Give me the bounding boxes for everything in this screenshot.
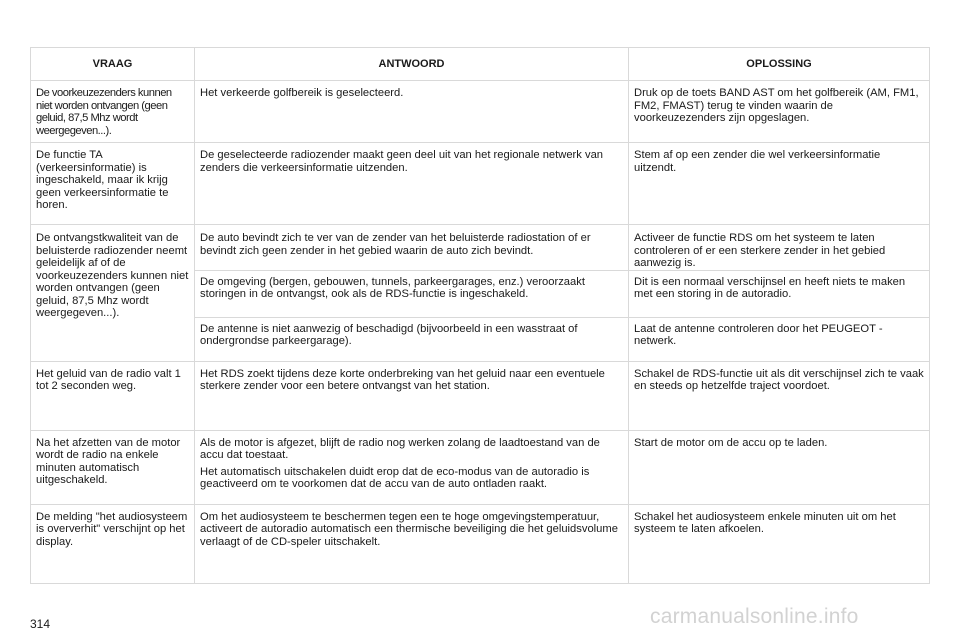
header-antwoord: ANTWOORD [195,48,629,81]
table-row [31,361,930,430]
question-cell: Na het afzetten van de motor wordt de radio na enkele minuten automatisch uitgeschakeld. [31,430,195,504]
footer-watermark: carmanualsonline.info [650,605,859,628]
question-cell: De ontvangstkwaliteit van de beluisterde radiozender neemt geleidelijk af of de voorkeuzezenders kunnen niet worden ontvangen (geen geluid, 87,5 Mhz wordt weergegeven...). [31,225,195,362]
table-row [31,430,930,504]
table-row [31,504,930,583]
table-row [31,225,930,271]
solution-cell: Laat de antenne controleren door het PEUGEOT - netwerk. [629,317,930,361]
page-number: 314 [30,617,51,631]
solution-cell: Druk op de toets BAND AST om het golfbereik (AM, FM1, FM2, FMAST) terug te vinden waarin de voorkeuzezenders zijn opgeslagen. [629,81,930,143]
table-row [31,81,930,143]
header-vraag: VRAAG [31,48,195,81]
table-row [31,143,930,225]
answer-cell: De omgeving (bergen, gebouwen, tunnels, parkeergarages, enz.) veroorzaakt storingen in de ontvangst, ook als de RDS-functie is ingeschakeld. [195,270,629,317]
solution-cell: Schakel het audiosysteem enkele minuten uit om het systeem te laten afkoelen. [629,504,930,583]
question-cell: De melding "het audiosysteem is oververhit" verschijnt op het display. [31,504,195,583]
answer-cell: De geselecteerde radiozender maakt geen deel uit van het regionale netwerk van zenders die verkeersinformatie uitzenden. [195,143,629,225]
question-cell: De functie TA (verkeersinformatie) is ingeschakeld, maar ik krijg geen verkeersinformatie te horen. [31,143,195,225]
answer-paragraph: Als de motor is afgezet, blijft de radio nog werken zolang de laadtoestand van de accu dat toestaat. [200,436,600,461]
question-cell: Het geluid van de radio valt 1 tot 2 seconden weg. [31,361,195,430]
answer-cell: Om het audiosysteem te beschermen tegen een te hoge omgevingstemperatuur, activeert de autoradio automatisch een thermische beveiliging die het geluidsvolume verlaagt of de CD-speler uitschakelt. [195,504,629,583]
answer-cell [195,430,629,504]
solution-cell: Stem af op een zender die wel verkeersinformatie uitzendt. [629,143,930,225]
answer-cell: De antenne is niet aanwezig of beschadigd (bijvoorbeeld in een wasstraat of ondergrondse parkeergarage). [195,317,629,361]
header-oplossing: OPLOSSING [629,48,930,81]
answer-paragraph: Het automatisch uitschakelen duidt erop dat de eco-modus van de autoradio is geactiveerd om te voorkomen dat de accu van de auto ontladen raakt. [200,465,590,490]
solution-cell: Activeer de functie RDS om het systeem te laten controleren of er een sterkere zender in het gebied aanwezig is. [629,225,930,271]
solution-cell: Start de motor om de accu op te laden. [629,430,930,504]
table-header-row [31,48,930,81]
answer-cell: De auto bevindt zich te ver van de zender van het beluisterde radiostation of er bevindt zich geen zender in het gebied waarin de auto zich bevindt. [195,225,629,271]
answer-cell: Het RDS zoekt tijdens deze korte onderbreking van het geluid naar een eventuele sterkere zender voor een betere ontvangst van het station. [195,361,629,430]
question-cell: De voorkeuzezenders kunnen niet worden ontvangen (geen geluid, 87,5 Mhz wordt weergegeven...). [31,81,195,143]
answer-cell: Het verkeerde golfbereik is geselecteerd. [195,81,629,143]
solution-cell: Dit is een normaal verschijnsel en heeft niets te maken met een storing in de autoradio. [629,270,930,317]
solution-cell: Schakel de RDS-functie uit als dit verschijnsel zich te vaak en steeds op hetzelfde traject voordoet. [629,361,930,430]
faq-table [30,47,930,584]
